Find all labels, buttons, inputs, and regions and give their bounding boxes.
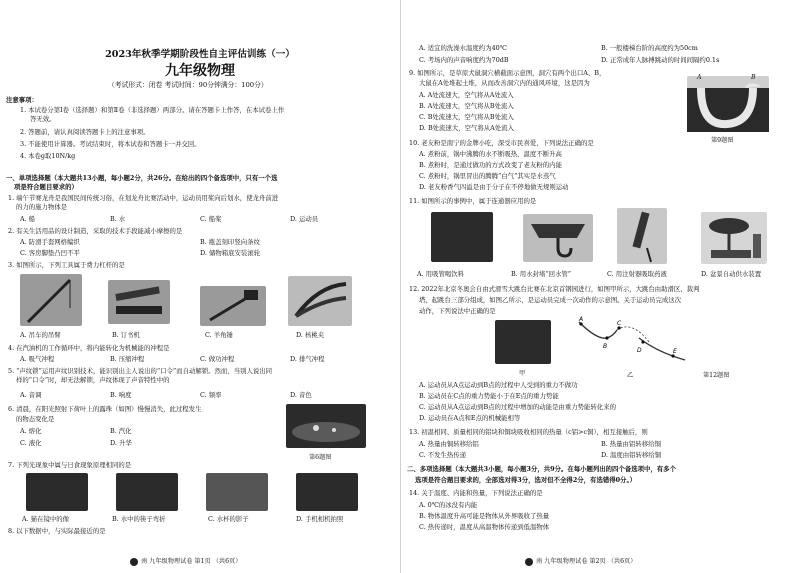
q12-option-b: B. 运动员在C点的重力势能小于在E点的重力势能 [419,392,559,400]
q9-stem: 9. 如图所示，是草原犬鼠洞穴横截面示意图，洞穴有两个出口A、B， [409,69,606,77]
q9-option-b: B. A处流速大，空气将从B处流入 [419,102,514,110]
page-one-footer-text: 南 九年级物理试卷 第1页 （共6页） [141,558,242,565]
q1-stem: 1. 端午节赛龙舟是我国民间传统习俗，在划龙舟比赛活动中，运动员用桨向后划水，使龙舟前进 [8,194,279,202]
q1-option-b: B. 水 [110,215,126,223]
q7-option-a: A. 猫在镜中的像 [22,515,70,523]
q13-option-b: B. 热量由铝转移给铜 [601,440,661,448]
q6-stem: 6. 清晨，在阳光照射下荷叶上的露珠（如图）慢慢消失，此过程发生 [8,405,202,413]
q8-option-d: D. 正常成年人脉搏跳动的时间间隔约0.1s [601,56,720,64]
q14-stem: 14. 关于温度、内能和热量，下列说法正确的是 [409,489,543,497]
q6-caption: 第6题图 [309,454,332,461]
q4-option-b: B. 压缩冲程 [110,355,145,363]
syringe-image [617,208,667,264]
q12-stem-cont: 塔、起跳台三部分组成，如图乙所示，是运动员完成一次动作的示意图。关于运动员完成这次 [419,296,682,304]
q7-option-d: D. 手机相机拍照 [296,515,344,523]
q6-stem-cont: 的物态变化是 [16,415,55,423]
q3-option-b: B. 订书机 [112,331,140,339]
q2-option-d: D. 储物箱底安装滚轮 [200,249,261,257]
q10-option-d: D. 老友粉香气四溢是由于分子在不停地做无规则运动 [419,183,569,191]
exam-subject: 九年级物理 [165,63,235,79]
point-b-label: B [603,343,608,350]
q12-option-c: C. 运动员从A点运动到B点的过程中增加的动能是由重力势能转化来的 [419,403,616,411]
point-a-label: A [579,316,584,323]
q5-stem: 5. “声纹锁”运用声纹识别技术，能识别出主人说出的“口令”而自动解锁。然而，当别人说出同 [8,367,273,375]
exam-meta: （考试形式：闭卷 考试时间：90分钟满分：100分） [108,81,268,89]
point-e-label: E [673,348,677,355]
nutcracker-image [288,276,352,326]
straw-drink-image [431,212,493,262]
q11-option-a: A. 用吸管喝饮料 [417,270,465,278]
q1-option-c: C. 船桨 [200,215,222,223]
q1-stem-cont: 的力的施力物体是 [16,203,68,211]
q9-caption: 第9题图 [711,137,734,144]
q14-option-b: B. 物体温度升高可能是物体从外界吸收了热量 [419,512,550,520]
q3-stem: 3. 如图所示，下列工具属于费力杠杆的是 [8,261,125,269]
note-3: 3. 不能使用计算器。考试结束时，将本试卷和答题卡一并交回。 [20,140,201,148]
q7-option-b: B. 水中的筷子弯折 [112,515,166,523]
note-4: 4. 本卷g取10N/kg [20,152,76,160]
q10-stem: 10. 老友粉是南宁的金牌小吃，深受市民喜爱，下列说法正确的是 [409,139,594,147]
q2-option-a: A. 防滑手套网格编织 [20,238,80,246]
q7-option-c: C. 水杯的影子 [208,515,249,523]
claw-hammer-image [200,286,266,326]
page-one-footer [130,556,241,566]
page-two-footer-text: 南 九年级物理试卷 第2页 （共6页） [536,558,637,565]
q5-option-d: D. 音色 [290,391,312,399]
lotus-leaf-dew-image [286,404,366,448]
burrow-label-a: A [697,74,702,81]
q13-option-c: C. 不发生热传递 [419,451,467,459]
page-two-footer [525,556,636,566]
note-1-cont: 答无效。 [30,115,56,123]
q9-option-a: A. A处流速大，空气将从A处流入 [419,91,514,99]
q8-option-b: B. 一般楼梯台阶的高度约为50cm [601,44,698,52]
ski-trajectory-icon [577,316,687,370]
phone-camera-image [296,473,358,511]
burrow-diagram [687,76,769,132]
point-c-label: C [617,320,622,327]
q12-option-a: A. 运动员从A点运动到B点的过程中人受到的重力不做功 [419,381,578,389]
cat-mirror-image [26,473,88,511]
q11-option-b: B. 用水封堵“回水管” [511,270,572,278]
q5-option-c: C. 频率 [200,391,222,399]
q11-option-d: D. 盆景自动供水装置 [701,270,762,278]
q6-option-c: C. 液化 [20,439,42,447]
q3-option-d: D. 核桃夹 [296,331,325,339]
cup-shadow-image [206,473,268,511]
ski-jump-diagram [577,316,687,370]
q10-option-c: C. 煮粉时，锅里冒出的腾腾“白气”其实是水蒸气 [419,172,556,180]
crane-boom-icon [20,274,82,326]
section1-header: 一、单项选择题（本大题共13小题，每小题2分，共26分。在给出的四个备选项中，只有一个选 [6,174,278,182]
q10-option-b: B. 煮粉时，是通过做功的方式改变了老友粉的内能 [419,161,562,169]
q12-stem: 12. 2022年北京冬奥会自由式滑雪大跳台比赛在北京首钢园进行，如图甲所示，大跳台由助滑区、裁判 [409,285,700,293]
q2-option-c: C. 客房脚垫凸凹不平 [20,249,80,257]
q9-stem-cont: 大鼠在A处堆起土堆，从而改善洞穴内的通风环境，这是因为 [419,79,590,87]
syringe-icon [617,208,667,264]
q3-option-a: A. 吊车的吊臂 [20,331,61,339]
q8-stem: 8. 以下数据中，与实际最接近的是 [8,527,106,535]
q14-option-c: C. 热传递时，温度从高温物体传递到低温物体 [419,523,550,531]
q12-yi-label: 乙 [627,372,634,379]
q13-option-a: A. 热量由铜转移给铝 [419,440,479,448]
q6-option-b: B. 汽化 [110,427,132,435]
q6-option-d: D. 升华 [110,439,132,447]
dew-drop-icon [286,404,366,448]
q4-option-d: D. 排气冲程 [290,355,325,363]
q7-stem: 7. 下列光现象中属与日食现象原理相同的是 [8,461,132,469]
q2-stem: 2. 有关生活用品的设计制造，采取的技术手段能减小摩擦的是 [8,227,183,235]
big-air-ramp-photo [495,320,551,364]
stapler-icon [108,280,170,324]
point-d-label: D [637,347,642,354]
section1-header-cont: 项是符合题目要求的） [14,183,78,191]
section2-header-cont: 选项是符合题目要求的，全部选对得3分，选对但不全得2分，有选错得0分。） [415,476,637,484]
q12-jia-label: 甲 [519,370,526,377]
chopsticks-water-image [116,473,178,511]
page-two [400,0,794,573]
bonsai-water-image [701,212,767,264]
q3-option-c: C. 羊角锤 [205,331,233,339]
note-2: 2. 答题前，请认真阅读答题卡上的注意事项。 [20,128,150,136]
q13-option-d: D. 温度由铝转移给铜 [601,451,662,459]
claw-hammer-icon [200,286,266,326]
q13-stem: 13. 初温相同、质量相同的铝块和铜块吸收相同的热量（c铝>c铜），相互接触后，则 [409,428,648,436]
stapler-image [108,280,170,324]
q11-stem: 11. 如图所示的事例中，属于连通器应用的是 [409,197,537,205]
sink-icon [523,214,593,262]
crane-boom-image [20,274,82,326]
q6-option-a: A. 熔化 [20,427,42,435]
school-logo-icon [130,558,138,566]
bonsai-icon [701,212,767,264]
q1-option-a: A. 船 [20,215,36,223]
q5-stem-cont: 样的“口令”时，却无法解锁，声纹体现了声音特性中的 [16,376,170,384]
note-1: 1. 本试卷分第Ⅰ卷（选择题）和第Ⅱ卷（非选择题）两部分。请在答题卡上作答，在本试卷上作 [20,106,285,114]
q10-option-a: A. 煮粉前，锅中沸腾的水不断吸热，温度不断升高 [419,150,562,158]
q5-option-b: B. 响度 [110,391,132,399]
exam-title: 2023年秋季学期阶段性自主评估训练（一） [105,49,295,60]
sink-trap-image [523,214,593,262]
q5-option-a: A. 音调 [20,391,42,399]
q14-option-a: A. 0℃的冰没有内能 [419,501,478,509]
nutcracker-icon [288,276,352,326]
q8-option-a: A. 适宜的洗澡水温度约为40℃ [419,44,507,52]
q1-option-d: D. 运动员 [290,215,319,223]
burrow-tunnel-icon [687,76,769,132]
section2-header: 二、多项选择题（本大题共3小题，每小题3分，共9分。在每小题列出的四个备选项中，有多个 [407,465,676,473]
q4-stem: 4. 在汽油机的工作循环中，将内能转化为机械能的冲程是 [8,344,170,352]
notes-heading: 注意事项： [6,96,38,104]
q4-option-c: C. 做功冲程 [200,355,235,363]
q4-option-a: A. 吸气冲程 [20,355,55,363]
school-logo-icon [525,558,533,566]
q9-option-c: C. B处流速大，空气将从B处流入 [419,113,514,121]
q12-option-d: D. 运动员在A点和E点的机械能相等 [419,414,521,422]
q8-option-c: C. 考场内的声音响度约为70dB [419,56,509,64]
q2-option-b: B. 瓶盖刻印竖向条纹 [200,238,260,246]
q9-option-d: D. B处流速大，空气将从A处流入 [419,124,514,132]
q12-stem-cont2: 动作，下列说法中正确的是 [419,307,496,315]
burrow-label-b: B [751,74,756,81]
q11-option-c: C. 用注射器吸取药液 [607,270,667,278]
q12-caption: 第12题图 [703,372,730,379]
